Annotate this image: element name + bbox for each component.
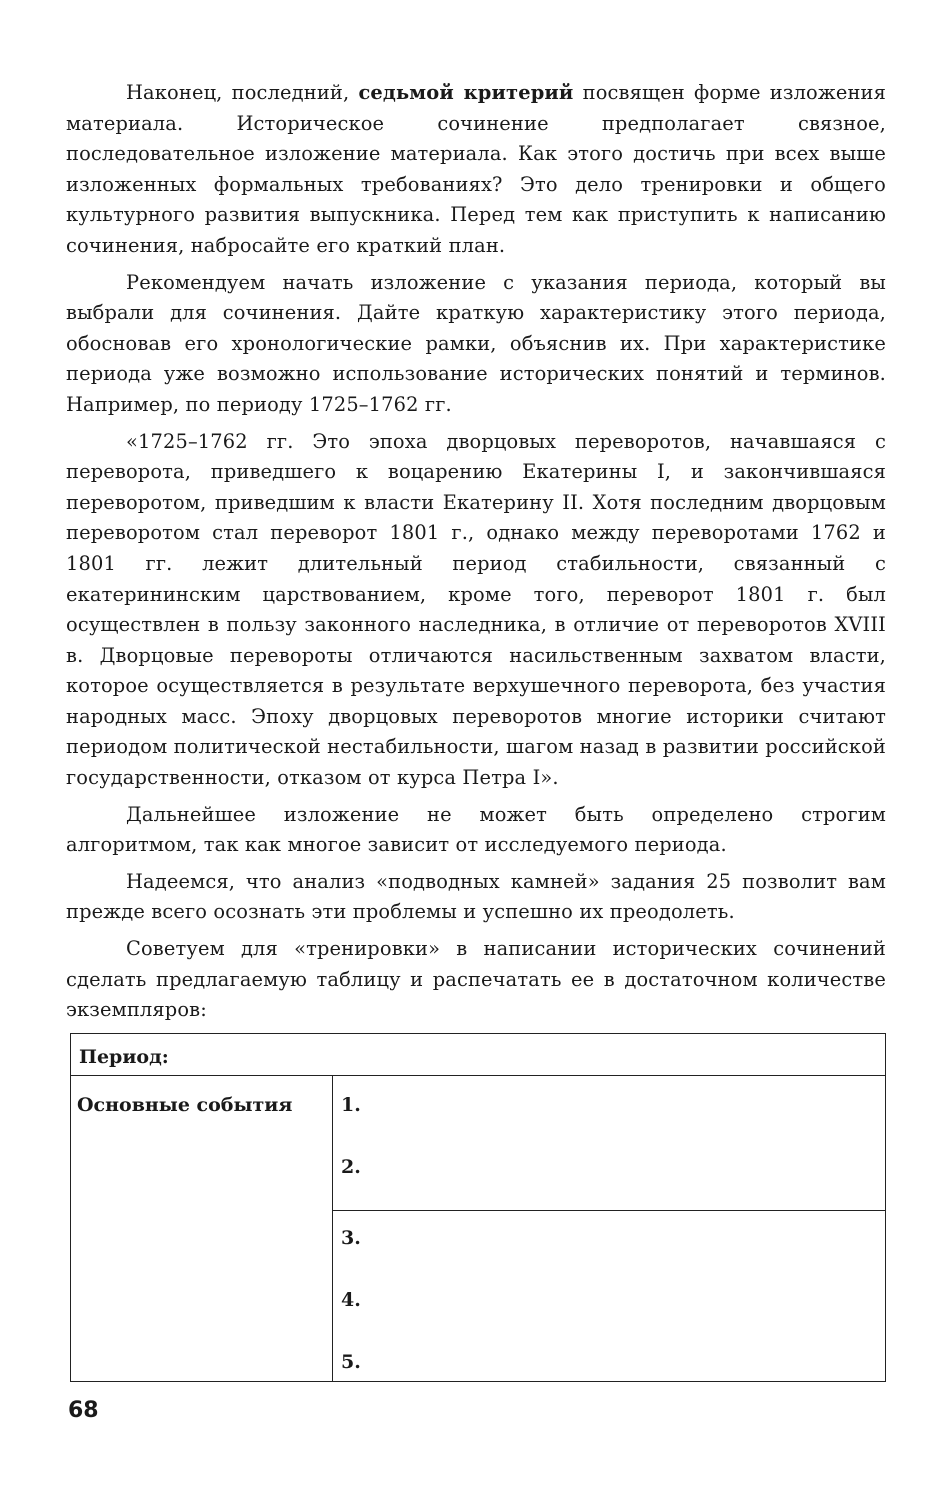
essay-template-table	[70, 1033, 886, 1382]
events-label-cell	[71, 1076, 333, 1382]
event-number-1: 1.	[341, 1094, 361, 1116]
table-row-events-a	[71, 1076, 886, 1211]
page-number: 68	[68, 1398, 99, 1423]
period-label: Период:	[79, 1046, 169, 1068]
period-cell	[71, 1034, 886, 1076]
paragraph-example-quote: «1725–1762 гг. Это эпоха дворцовых переворотов, начавшаяся с переворота, приведшего к воцарению Екатерины I, и закончившаяся переворотом, приведшим к власти Екатерину II. Хотя последним дворцовым переворотом стал переворот 1801 г., однако между переворотами 1762 и 1801 гг. лежит длительный период стабильности, связанный с екатерининским царствованием, кроме того, переворот 1801 г. был осуществлен в пользу законного наследника, в отличие от переворотов XVIII в. Дворцовые перевороты отличаются насильственным захватом власти, которое осуществляется в результате верхушечного переворота, без участия народных масс. Эпоху дворцовых переворотов многие историки считают периодом политической нестабильности, шагом назад в развитии российской государственности, отказом от курса Петра I».	[66, 429, 886, 790]
event-number-3: 3.	[341, 1227, 361, 1249]
paragraph-advice: Советуем для «тренировки» в написании исторических сочинений сделать предлагаемую таблицу и распечатать ее в достаточном количестве экземпляров:	[66, 937, 886, 1022]
bold-term: седьмой критерий	[358, 81, 574, 104]
events-label: Основные события	[77, 1094, 293, 1116]
paragraph-recommendation: Рекомендуем начать изложение с указания периода, который вы выбрали для сочинения. Дайте краткую характеристику этого периода, обосновав его хронологические рамки, объяснив их. При характеристике периода уже возможно использование исторических понятий и терминов. Например, по периоду 1725–1762 гг.	[66, 270, 886, 416]
events-cell-bottom	[333, 1211, 886, 1382]
event-number-2: 2.	[341, 1156, 361, 1178]
page-body	[66, 78, 886, 1032]
paragraph-criterion-seven: Наконец, последний, седьмой критерий посвящен форме изложения материала. Историческое сочинение предполагает связное, последовательное изложение материала. Как этого достичь при всех выше изложенных формальных требованиях? Это дело тренировки и общего культурного развития выпускника. Перед тем как приступить к написанию сочинения, набросайте его краткий план.	[66, 81, 887, 257]
paragraph-hope: Надеемся, что анализ «подводных камней» задания 25 позволит вам прежде всего осознать эти проблемы и успешно их преодолеть.	[66, 869, 886, 924]
paragraph-further: Дальнейшее изложение не может быть определено строгим алгоритмом, так как многое зависит от исследуемого периода.	[66, 802, 886, 857]
events-cell-top	[333, 1076, 886, 1211]
event-number-5: 5.	[341, 1351, 361, 1373]
table-row-period	[71, 1034, 886, 1076]
event-number-4: 4.	[341, 1289, 361, 1311]
